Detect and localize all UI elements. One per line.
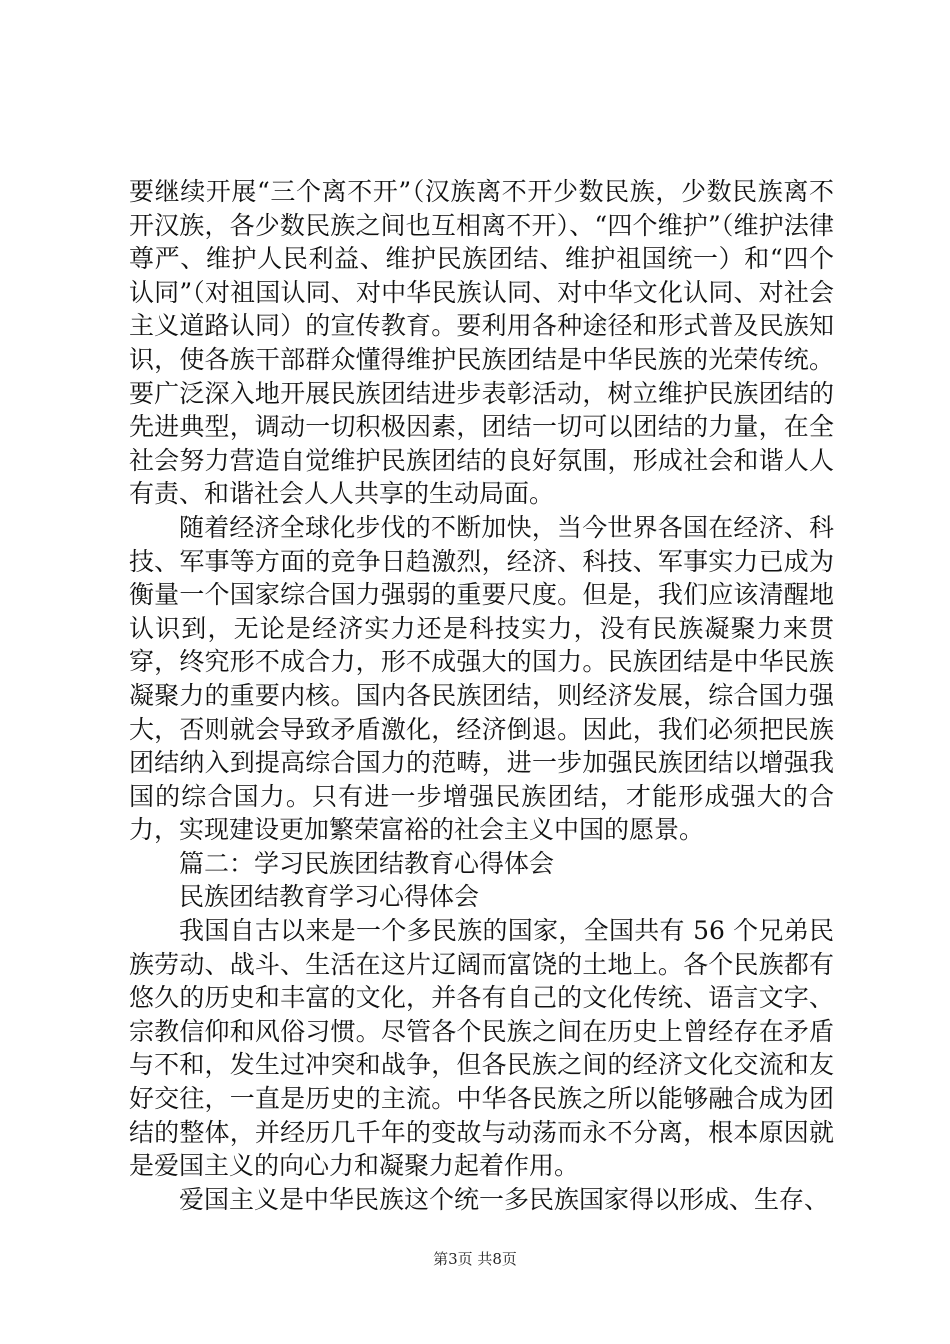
article-title: 民族团结教育学习心得体会 [179, 882, 480, 912]
document-body [129, 175, 834, 1216]
page-number-footer: 第3页 共8页 [433, 1250, 517, 1268]
section-heading: 篇二：学习民族团结教育心得体会 [179, 848, 555, 878]
paragraph-globalization: 随着经济全球化步伐的不断加快，当今世界各国在经济、科技、军事等方面的竞争日趋激烈，经济、科技、军事实力已成为衡量一个国家综合国力强弱的重要尺度。但是，我们应该清醒地认识到，无论是经济实力还是科技实力，没有民族凝聚力来贯穿，终究形不成合力，形不成强大的国力。民族团结是中华民族凝聚力的重要内核。国内各民族团结，则经济发展，综合国力强大，否则就会导致矛盾激化，经济倒退。因此，我们必须把民族团结纳入到提高综合国力的范畴，进一步加强民族团结以增强我国的综合国力。只有进一步增强民族团结，才能形成强大的合力，实现建设更加繁荣富裕的社会主义中国的愿景。 [129, 512, 834, 845]
paragraph-continuation: 要继续开展“三个离不开”（汉族离不开少数民族，少数民族离不开汉族，各少数民族之间也互相离不开）、“四个维护”（维护法律尊严、维护人民利益、维护民族团结、维护祖国统一）和“四个认同”（对祖国认同、对中华民族认同、对中华文化认同、对社会主义道路认同）的宣传教育。要利用各种途径和形式普及民族知识，使各族干部群众懂得维护民族团结是中华民族的光荣传统。要广泛深入地开展民族团结进步表彰活动，树立维护民族团结的先进典型，调动一切积极因素，团结一切可以团结的力量，在全社会努力营造自觉维护民族团结的良好氛围，形成社会和谐人人有责、和谐社会人人共享的生动局面。 [129, 177, 834, 509]
paragraph-history: 我国自古以来是一个多民族的国家，全国共有 56 个兄弟民族劳动、战斗、生活在这片辽阔而富饶的土地上。各个民族都有悠久的历史和丰富的文化，并各有自己的文化传统、语言文字、宗教信仰和风俗习惯。尽管各个民族之间在历史上曾经存在矛盾与不和，发生过冲突和战争，但各民族之间的经济文化交流和友好交往，一直是历史的主流。中华各民族之所以能够融合成为团结的整体，并经历几千年的变故与动荡而永不分离，根本原因就是爱国主义的向心力和凝聚力起着作用。 [129, 916, 834, 1181]
paragraph-patriotism: 爱国主义是中华民族这个统一多民族国家得以形成、生存、 [179, 1184, 830, 1214]
